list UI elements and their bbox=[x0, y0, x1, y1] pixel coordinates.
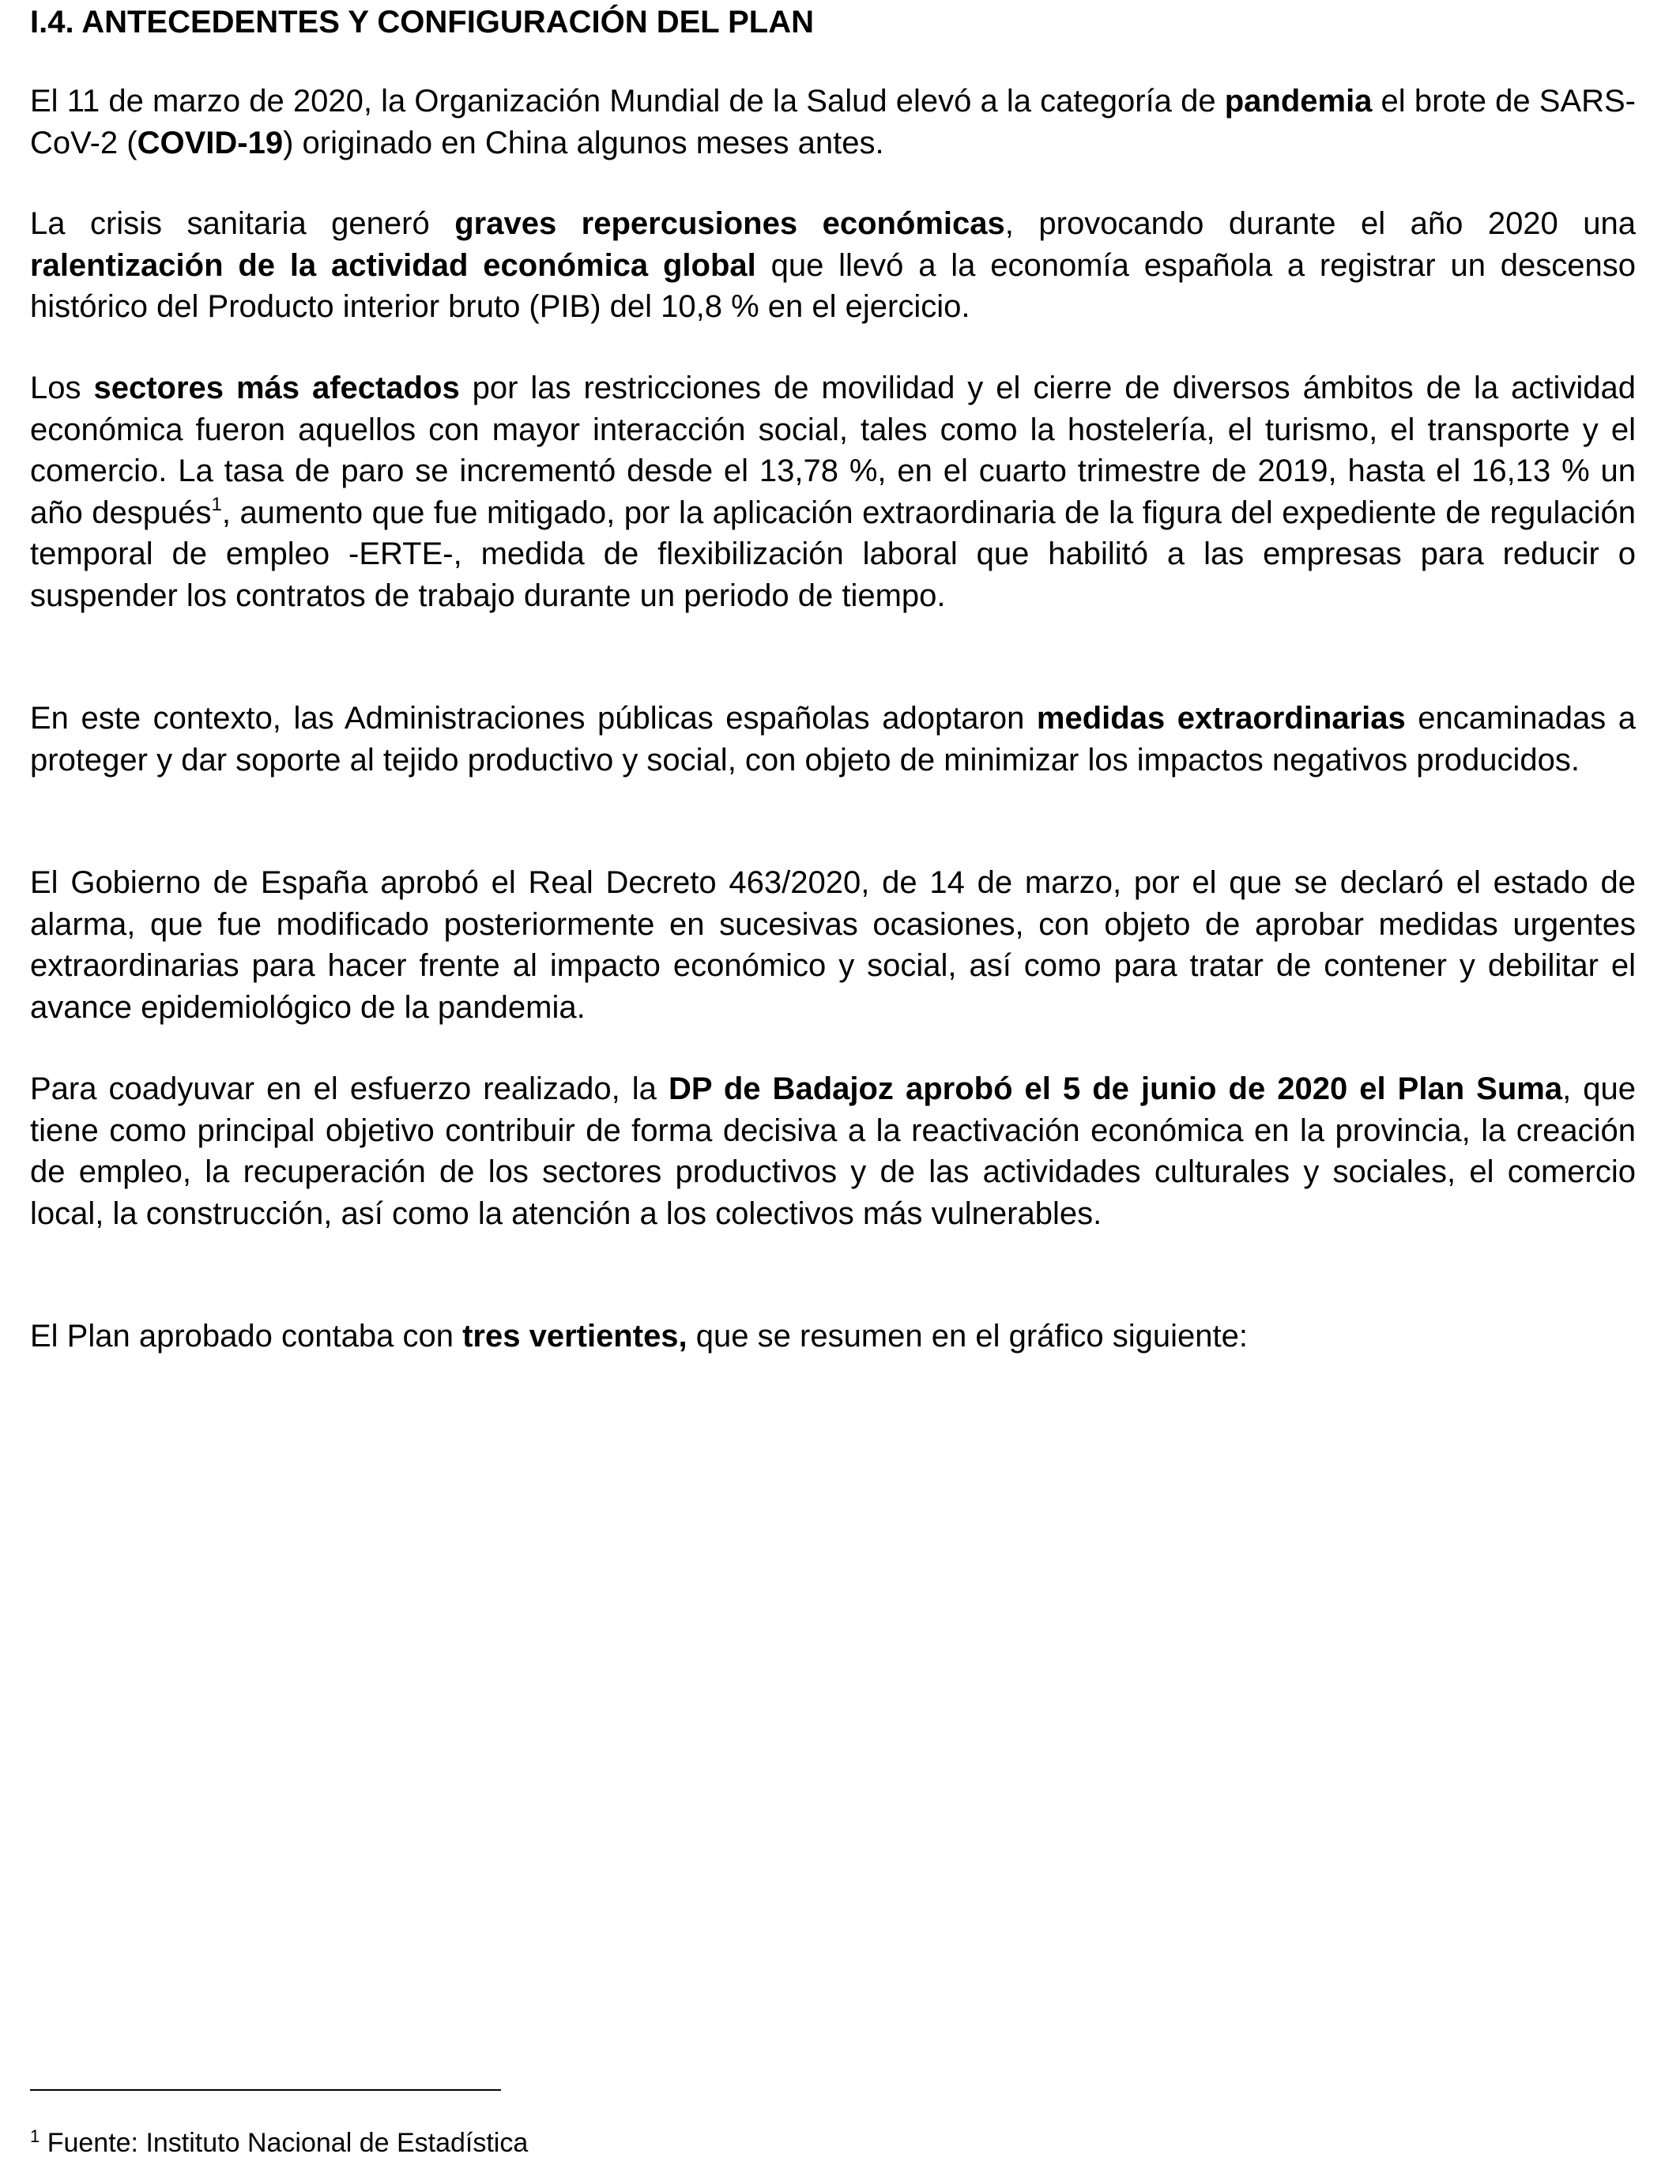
bold-run: ralentización de la actividad económica global bbox=[30, 247, 756, 283]
bold-run: medidas extraordinarias bbox=[1036, 701, 1406, 736]
bold-run: pandemia bbox=[1224, 84, 1373, 119]
text-run: El Plan aprobado contaba con bbox=[30, 1319, 463, 1354]
text-run: Para coadyuvar en el esfuerzo realizado, la bbox=[30, 1071, 669, 1106]
text-run: Los bbox=[30, 371, 94, 405]
text-run: , aumento que fue mitigado, por la aplicación extraordinaria de la figura del expediente de regulación temporal de empleo -ERTE-, medida de flexibilización laboral que habilitó a las empresas para reducir o suspender los contratos de trabajo durante un periodo de tiempo. bbox=[30, 495, 1636, 613]
bold-run: sectores más afectados bbox=[93, 371, 460, 405]
text-run: El 11 de marzo de 2020, la Organización Mundial de la Salud elevó a la categoría de bbox=[30, 84, 1225, 119]
section-heading: I.4. ANTECEDENTES Y CONFIGURACIÓN DEL PLAN bbox=[30, 5, 814, 40]
text-run: que llevó a la economía española a registrar un descenso histórico del Producto interior bruto (PIB) del 10,8 % en el ejercicio. bbox=[30, 247, 1636, 324]
text-run: encaminadas a proteger y dar soporte al tejido productivo y social, con objeto de minimizar los impactos negativos producidos. bbox=[30, 701, 1636, 778]
bold-run: tres vertientes, bbox=[462, 1319, 687, 1354]
paragraph-medidas-extraordinarias bbox=[30, 698, 1636, 781]
paragraph-sectores-afectados bbox=[30, 367, 1636, 616]
paragraph-crisis-sanitaria bbox=[30, 203, 1636, 328]
footnote-separator bbox=[30, 2089, 501, 2091]
footnote-text: Fuente: Instituto Nacional de Estadística bbox=[40, 2128, 529, 2158]
text-run: , que tiene como principal objetivo contribuir de forma decisiva a la reactivación económica en la provincia, la creación de empleo, la recuperación de los sectores productivos y de las actividades culturales y sociales, el comercio local, la construcción, así como la atención a los colectivos más vulnerables. bbox=[30, 1071, 1637, 1231]
bold-run: COVID-19 bbox=[137, 125, 284, 160]
paragraph-plan-suma bbox=[30, 1068, 1636, 1234]
text-run: La crisis sanitaria generó bbox=[30, 206, 455, 241]
footnote bbox=[30, 2126, 528, 2160]
footnote-reference: 1 bbox=[211, 493, 222, 515]
text-run: por las restricciones de movilidad y el cierre de diversos ámbitos de la actividad económica fueron aquellos con mayor interacción social, tales como la hostelería, el turismo, el transporte y el comercio. La tasa de paro se incrementó desde el 13,78 %, en el cuarto trimestre de 2019, hasta el 16,13 % un año después bbox=[30, 371, 1637, 530]
bold-run: DP de Badajoz aprobó el 5 de junio de 2020 el Plan Suma bbox=[668, 1071, 1563, 1106]
text-run: el brote de SARS-CoV-2 ( bbox=[30, 84, 1637, 160]
text-run: ) originado en China algunos meses antes. bbox=[283, 125, 884, 160]
paragraph-pandemia bbox=[30, 81, 1636, 164]
text-run: , provocando durante el año 2020 una bbox=[1004, 206, 1637, 241]
bold-run: graves repercusiones económicas bbox=[454, 206, 1005, 241]
footnote-number: 1 bbox=[30, 2126, 40, 2146]
text-run: que se resumen en el gráfico siguiente: bbox=[687, 1319, 1248, 1354]
text-run: El Gobierno de España aprobó el Real Decreto 463/2020, de 14 de marzo, por el que se declaró el estado de alarma, que fue modificado posteriormente en sucesivas ocasiones, con objeto de aprobar medidas urgentes extraordinarias para hacer frente al impacto económico y social, así como para tratar de contener y debilitar el avance epidemiológico de la pandemia. bbox=[30, 865, 1636, 1025]
paragraph-real-decreto bbox=[30, 862, 1636, 1028]
paragraph-tres-vertientes bbox=[30, 1316, 1636, 1357]
text-run: En este contexto, las Administraciones públicas españolas adoptaron bbox=[30, 701, 1037, 736]
